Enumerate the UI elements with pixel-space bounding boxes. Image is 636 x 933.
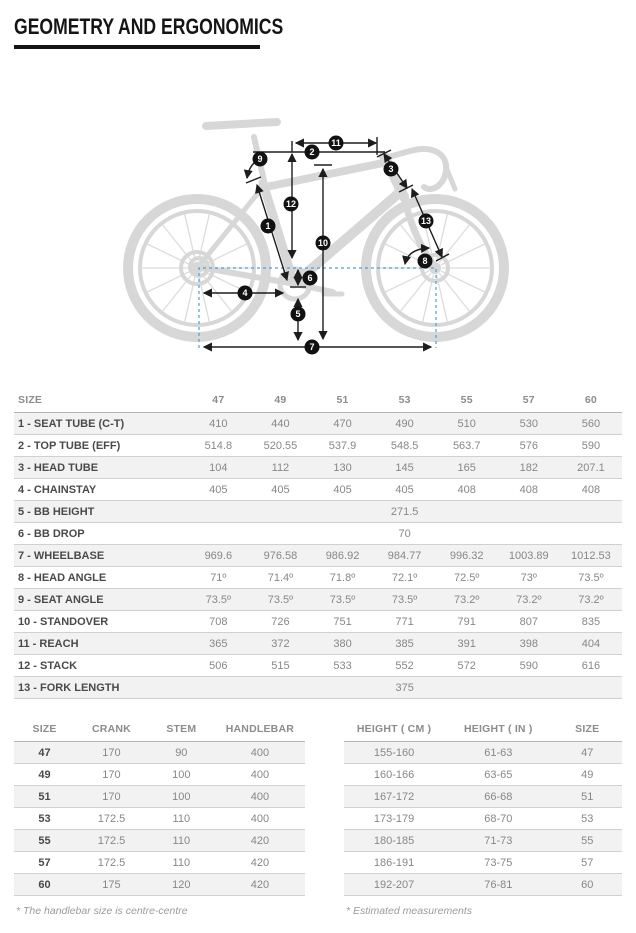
table-row: [344, 742, 622, 764]
cell-value: 110: [148, 830, 215, 852]
cell-value: 771: [374, 611, 436, 633]
table-row: [14, 479, 622, 501]
row-label: 6 - BB DROP: [14, 523, 187, 545]
diagram-callout-8: [418, 254, 433, 269]
cell-value: 173-179: [344, 808, 444, 830]
cell-value: 552: [374, 655, 436, 677]
diagram-callout-10: [316, 236, 331, 251]
cell-value: 400: [215, 786, 305, 808]
cell-value: 53: [14, 808, 75, 830]
cell-value: 182: [498, 457, 560, 479]
row-label: 3 - HEAD TUBE: [14, 457, 187, 479]
cell-value: 984.77: [374, 545, 436, 567]
cell-value: 66-68: [444, 786, 552, 808]
cell-value: 170: [75, 764, 148, 786]
page-header: [14, 14, 622, 49]
cell-value: 175: [75, 874, 148, 896]
cell-value: 515: [249, 655, 311, 677]
cell-value: 560: [560, 413, 622, 435]
table-row: [14, 655, 622, 677]
cell-value: 207.1: [560, 457, 622, 479]
cell-value: 167-172: [344, 786, 444, 808]
row-label: 12 - STACK: [14, 655, 187, 677]
cell-value: 400: [215, 808, 305, 830]
table-row: [14, 677, 622, 699]
table-row: [344, 874, 622, 896]
column-header: CRANK: [92, 723, 131, 735]
cell-value: 76-81: [444, 874, 552, 896]
cell-value: 47: [552, 742, 622, 764]
column-header: HEIGHT ( CM ): [356, 723, 432, 735]
cell-value: 112: [249, 457, 311, 479]
cell-value: 100: [148, 764, 215, 786]
svg-text:7: 7: [309, 342, 315, 353]
cell-value: 708: [187, 611, 249, 633]
cell-value: 408: [560, 479, 622, 501]
cell-value: 72.5º: [436, 567, 498, 589]
cell-value: 71º: [187, 567, 249, 589]
cell-value-span: 271.5: [187, 501, 622, 523]
table-row: [344, 764, 622, 786]
cell-value: 530: [498, 413, 560, 435]
diagram-callout-13: [419, 214, 434, 229]
estimated-footnote: * Estimated measurements: [346, 905, 473, 917]
svg-text:13: 13: [420, 216, 432, 227]
cell-value: 61-63: [444, 742, 552, 764]
row-label: 2 - TOP TUBE (EFF): [14, 435, 187, 457]
row-label: 9 - SEAT ANGLE: [14, 589, 187, 611]
cell-value: 576: [498, 435, 560, 457]
svg-text:2: 2: [309, 147, 315, 158]
cell-value: 170: [75, 742, 148, 764]
cell-value: 73.5º: [187, 589, 249, 611]
bike-geometry-diagram: [0, 61, 636, 363]
diagram-callout-6: [303, 271, 318, 286]
cell-value: 510: [436, 413, 498, 435]
cell-value: 590: [560, 435, 622, 457]
column-header: SIZE: [18, 394, 43, 406]
row-label: 10 - STANDOVER: [14, 611, 187, 633]
cell-value: 420: [215, 852, 305, 874]
secondary-tables: [14, 716, 622, 917]
cell-value: 791: [436, 611, 498, 633]
cell-value: 172.5: [75, 852, 148, 874]
cell-value: 420: [215, 830, 305, 852]
diagram-callout-1: [261, 219, 276, 234]
svg-text:11: 11: [331, 138, 341, 149]
dashed-reference-guides: [199, 268, 436, 348]
column-header: 53: [398, 394, 411, 406]
saddle: [206, 122, 277, 126]
row-label: 5 - BB HEIGHT: [14, 501, 187, 523]
svg-text:12: 12: [285, 199, 297, 210]
table-row: [14, 413, 622, 435]
cell-value: 73.2º: [436, 589, 498, 611]
cell-value: 986.92: [311, 545, 373, 567]
cell-value: 73.5º: [311, 589, 373, 611]
cell-value: 172.5: [75, 808, 148, 830]
cell-value: 63-65: [444, 764, 552, 786]
top-tube: [261, 162, 388, 188]
cell-value: 155-160: [344, 742, 444, 764]
cell-value: 408: [498, 479, 560, 501]
cell-value: 172.5: [75, 830, 148, 852]
cell-value: 73.5º: [374, 589, 436, 611]
cell-value: 90: [148, 742, 215, 764]
cell-value: 71.8º: [311, 567, 373, 589]
cell-value: 120: [148, 874, 215, 896]
cell-value: 110: [148, 852, 215, 874]
cell-value: 976.58: [249, 545, 311, 567]
column-header: HEIGHT ( IN ): [464, 723, 533, 735]
cell-value: 996.32: [436, 545, 498, 567]
cell-value: 372: [249, 633, 311, 655]
header-row: [14, 716, 305, 742]
cell-value: 145: [374, 457, 436, 479]
row-label: 4 - CHAINSTAY: [14, 479, 187, 501]
cell-value: 110: [148, 808, 215, 830]
cell-value: 490: [374, 413, 436, 435]
diagram-callout-5: [291, 307, 306, 322]
cell-value: 563.7: [436, 435, 498, 457]
cell-value: 73.2º: [560, 589, 622, 611]
cell-value: 616: [560, 655, 622, 677]
cell-value: 104: [187, 457, 249, 479]
cell-value: 55: [14, 830, 75, 852]
cell-value: 165: [436, 457, 498, 479]
diagram-callout-12: [284, 197, 299, 212]
table-row: [14, 852, 305, 874]
cell-value: 405: [249, 479, 311, 501]
cell-value: 53: [552, 808, 622, 830]
row-label: 13 - FORK LENGTH: [14, 677, 187, 699]
cell-value: 51: [14, 786, 75, 808]
cell-value: 537.9: [311, 435, 373, 457]
cell-value: 192-207: [344, 874, 444, 896]
cell-value: 49: [14, 764, 75, 786]
components-table: [14, 716, 305, 896]
cell-value: 405: [311, 479, 373, 501]
rider-size-table: [344, 716, 622, 896]
cell-value: 506: [187, 655, 249, 677]
cell-value: 51: [552, 786, 622, 808]
cell-value: 60: [14, 874, 75, 896]
handlebar: [410, 149, 446, 189]
down-tube: [295, 193, 399, 283]
column-header: 57: [522, 394, 535, 406]
table-row: [344, 830, 622, 852]
cell-value: 380: [311, 633, 373, 655]
svg-text:8: 8: [422, 256, 428, 267]
cell-value: 969.6: [187, 545, 249, 567]
cell-value: 71-73: [444, 830, 552, 852]
table-row: [14, 808, 305, 830]
cell-value: 405: [374, 479, 436, 501]
table-row: [14, 830, 305, 852]
brake-lever: [446, 167, 455, 189]
cell-value: 385: [374, 633, 436, 655]
crank-arm: [295, 284, 333, 292]
svg-text:1: 1: [265, 221, 271, 232]
column-header: SIZE: [32, 723, 57, 735]
cell-value: 835: [560, 611, 622, 633]
cell-value: 47: [14, 742, 75, 764]
cell-value: 590: [498, 655, 560, 677]
cell-value: 514.8: [187, 435, 249, 457]
table-row: [344, 852, 622, 874]
cell-value: 391: [436, 633, 498, 655]
table-row: [14, 764, 305, 786]
table-row: [14, 567, 622, 589]
cell-value: 49: [552, 764, 622, 786]
cell-value: 68-70: [444, 808, 552, 830]
table-row: [14, 589, 622, 611]
cell-value: 440: [249, 413, 311, 435]
diagram-callout-4: [238, 286, 253, 301]
row-label: 11 - REACH: [14, 633, 187, 655]
cell-value: 180-185: [344, 830, 444, 852]
column-header: SIZE: [575, 723, 600, 735]
svg-text:10: 10: [317, 238, 329, 249]
cell-value: 1012.53: [560, 545, 622, 567]
cell-value: 73.5º: [560, 567, 622, 589]
cell-value: 71.4º: [249, 567, 311, 589]
diagram-callout-3: [384, 162, 399, 177]
table-row: [14, 611, 622, 633]
svg-text:9: 9: [257, 154, 263, 165]
cell-value: 73º: [498, 567, 560, 589]
cell-value: 420: [215, 874, 305, 896]
svg-text:6: 6: [307, 273, 313, 284]
column-header: 55: [460, 394, 473, 406]
page-title: GEOMETRY AND ERGONOMICS: [14, 14, 284, 39]
svg-text:5: 5: [295, 309, 301, 320]
cell-value: 365: [187, 633, 249, 655]
table-row: [14, 633, 622, 655]
cell-value: 408: [436, 479, 498, 501]
stem: [385, 151, 410, 158]
cell-value: 57: [552, 852, 622, 874]
table-row: [14, 523, 622, 545]
cell-value: 72.1º: [374, 567, 436, 589]
row-label: 7 - WHEELBASE: [14, 545, 187, 567]
geometry-table: [14, 387, 622, 699]
cell-value: 73-75: [444, 852, 552, 874]
diagram-callout-11: [329, 136, 344, 151]
column-header: 60: [584, 394, 597, 406]
cell-value: 398: [498, 633, 560, 655]
cell-value: 410: [187, 413, 249, 435]
cell-value-span: 375: [187, 677, 622, 699]
cell-value: 726: [249, 611, 311, 633]
table-row: [344, 786, 622, 808]
cell-value: 160-166: [344, 764, 444, 786]
cell-value: 170: [75, 786, 148, 808]
cell-value: 130: [311, 457, 373, 479]
cell-value: 405: [187, 479, 249, 501]
cell-value: 470: [311, 413, 373, 435]
cell-value: 73.5º: [249, 589, 311, 611]
header-row: [344, 716, 622, 742]
column-header: HANDLEBAR: [225, 723, 295, 735]
diagram-callout-9: [253, 152, 268, 167]
cell-value: 548.5: [374, 435, 436, 457]
cell-value: 100: [148, 786, 215, 808]
cell-value: 60: [552, 874, 622, 896]
cell-value: 57: [14, 852, 75, 874]
table-row: [14, 545, 622, 567]
cell-value: 1003.89: [498, 545, 560, 567]
column-header: STEM: [166, 723, 197, 735]
diagram-callout-7: [305, 340, 320, 355]
handlebar-footnote: * The handlebar size is centre-centre: [16, 905, 188, 917]
table-row: [14, 874, 305, 896]
cell-value: 400: [215, 742, 305, 764]
column-header: 51: [336, 394, 349, 406]
cell-value: 55: [552, 830, 622, 852]
cell-value: 520.55: [249, 435, 311, 457]
table-row: [344, 808, 622, 830]
cell-value: 751: [311, 611, 373, 633]
table-row: [14, 501, 622, 523]
header-row: [14, 387, 622, 413]
diagram-callout-2: [305, 145, 320, 160]
cell-value: 404: [560, 633, 622, 655]
cell-value: 73.2º: [498, 589, 560, 611]
title-underline: [14, 45, 260, 49]
table-row: [14, 742, 305, 764]
cell-value: 186-191: [344, 852, 444, 874]
column-header: 47: [212, 394, 225, 406]
svg-text:3: 3: [388, 164, 394, 175]
cell-value: 400: [215, 764, 305, 786]
cell-value: 807: [498, 611, 560, 633]
cell-value-span: 70: [187, 523, 622, 545]
cell-value: 572: [436, 655, 498, 677]
row-label: 8 - HEAD ANGLE: [14, 567, 187, 589]
table-row: [14, 786, 305, 808]
svg-text:4: 4: [242, 288, 248, 299]
table-row: [14, 457, 622, 479]
column-header: 49: [274, 394, 287, 406]
table-row: [14, 435, 622, 457]
row-label: 1 - SEAT TUBE (C-T): [14, 413, 187, 435]
cell-value: 533: [311, 655, 373, 677]
